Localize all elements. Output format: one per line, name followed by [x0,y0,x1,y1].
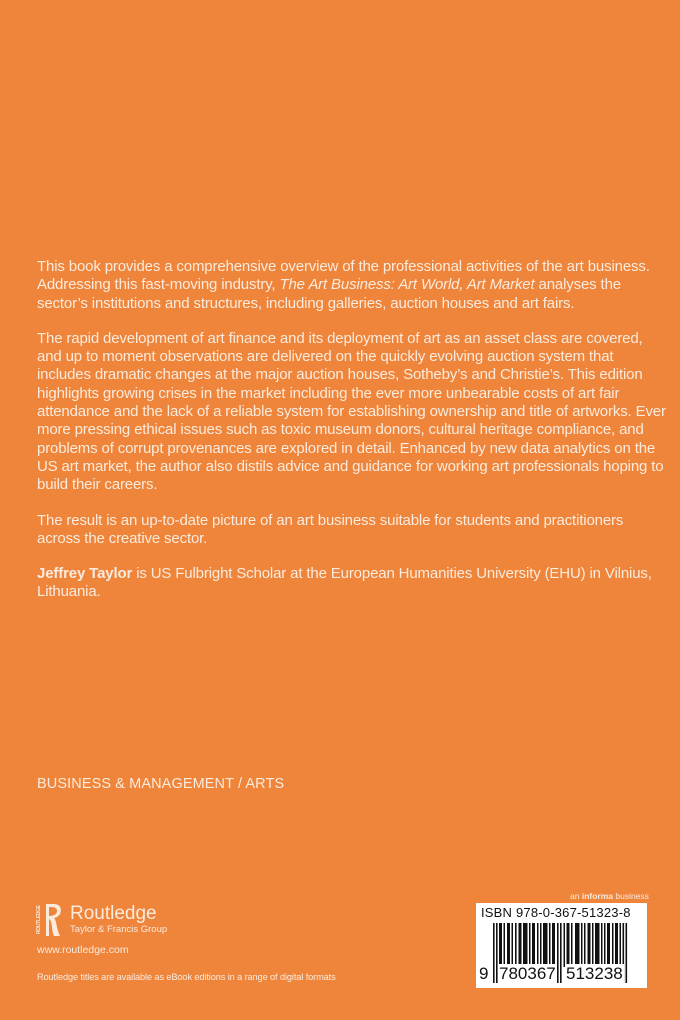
back-cover-blurb [37,258,667,619]
isbn-label: ISBN 978-0-367-51323-8 [481,905,631,920]
blurb-text: analyses the sector’s institutions and structures, including galleries, auction houses and art fairs. [37,276,621,312]
author-bio-text: is US Fulbright Scholar at the European Humanities University (EHU) in Vilnius, Lithuania. [37,565,652,601]
publisher-group: Taylor & Francis Group [70,924,168,935]
blurb-paragraph-1 [37,258,667,313]
ebook-note: Routledge titles are available as eBook editions in a range of digital formats [37,972,336,982]
blurb-paragraph-2: The rapid development of art finance and its deployment of art as an asset class are covered, and up to moment observations are delivered on the quickly evolving auction system that includes dramatic changes at the major auction houses, Sotheby’s and Christie’s. This edition highlights growing crises in the market including the ever more unbearable costs of art fair attendance and the lack of a reliable system for establishing ownership and title of artworks. Ever more pressing ethical issues such as toxic museum donors, cultural heritage compliance, and problems of corrupt provenances are explored in detail. Enhanced by new data analytics on the US art market, the author also distils advice and guidance for working art professionals hoping to build their careers. [37,329,666,494]
blurb-paragraph-3: The result is an up-to-date picture of an art business suitable for students and practitioners across the creative sector. [37,511,624,547]
publisher-name: Routledge [70,903,157,924]
informa-brand: informa [581,891,613,901]
subject-category: BUSINESS & MANAGEMENT / ARTS [37,776,285,792]
book-title: The Art Business: Art World, Art Market [279,276,535,294]
author-name: Jeffrey Taylor [37,565,133,583]
r-glyph-icon [44,902,64,938]
routledge-r-icon [36,902,64,938]
publisher-logo [36,902,167,938]
logo-vertical-text: ROUTLEDGE [36,905,42,935]
publisher-website: www.routledge.com [37,944,129,956]
author-bio [37,565,667,602]
isbn-barcode-box: ISBN 978-0-367-51323-8 9 780367 513238 [476,903,647,988]
blurb-text: This book provides a comprehensive overview of the professional activities of the art business. Addressing this fast-moving industry, [37,258,650,294]
informa-tagline: an informa business [570,891,649,901]
